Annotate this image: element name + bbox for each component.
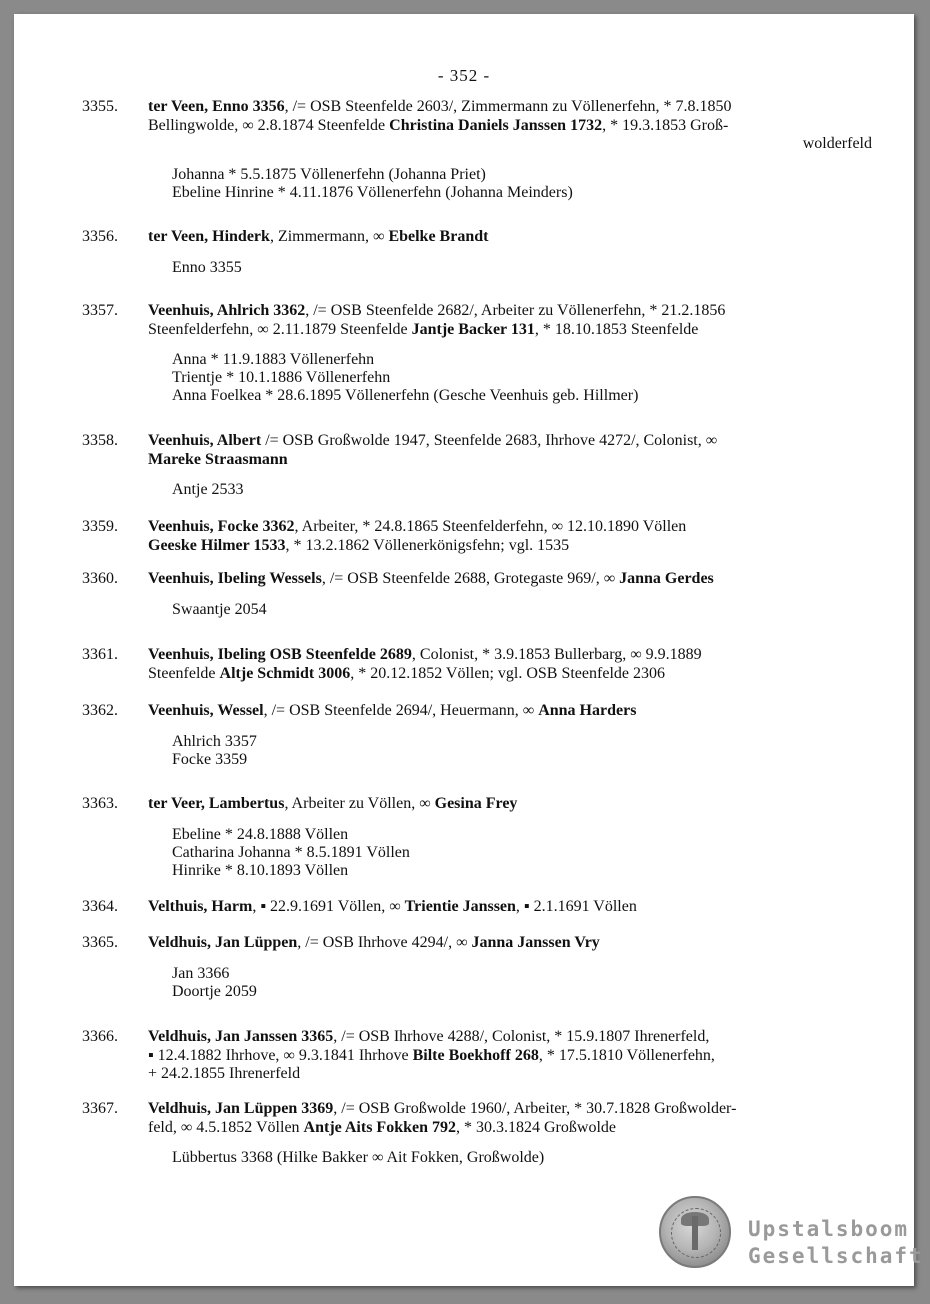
entry-number: 3357. <box>82 302 118 319</box>
brand-line-1: Upstalsboom <box>748 1217 910 1241</box>
entry-line: Steenfelderfehn, ∞ 2.11.1879 Steenfelde Jantje Backer 131, * 18.10.1853 Steenfelde <box>148 320 699 338</box>
child-item: Ebeline Hinrine * 4.11.1876 Völlenerfehn (Johanna Meinders) <box>172 183 573 201</box>
children-list <box>172 259 872 277</box>
entry-line: ter Veen, Enno 3356, /= OSB Steenfelde 2603/, Zimmermann zu Völlenerfehn, * 7.8.1850 <box>148 98 732 115</box>
child-item: Ahlrich 3357 <box>172 732 257 750</box>
entry-text <box>148 1028 872 1084</box>
entry-line: Veenhuis, Albert /= OSB Großwolde 1947, Steenfelde 2683, Ihrhove 4272/, Colonist, ∞ <box>148 432 718 449</box>
entry-text <box>148 518 872 555</box>
entry-number: 3367. <box>82 1100 118 1117</box>
child-item: Antje 2533 <box>172 481 244 498</box>
entry-line: Veenhuis, Ibeling Wessels, /= OSB Steenfelde 2688, Grotegaste 969/, ∞ Janna Gerdes <box>148 570 714 587</box>
entry-line: Veldhuis, Jan Lüppen, /= OSB Ihrhove 4294/, ∞ Janna Janssen Vry <box>148 934 600 951</box>
entry-line: Veldhuis, Jan Janssen 3365, /= OSB Ihrhove 4288/, Colonist, * 15.9.1807 Ihrenerfeld, <box>148 1028 710 1045</box>
entry-line: Geeske Hilmer 1533, * 13.2.1862 Völlenerkönigsfehn; vgl. 1535 <box>148 536 570 554</box>
genealogy-entry <box>82 702 872 769</box>
child-item: Doortje 2059 <box>172 982 257 1000</box>
children-list <box>172 481 872 499</box>
entry-number: 3362. <box>82 702 118 719</box>
entry-text <box>148 302 872 339</box>
document-page <box>14 14 924 1286</box>
child-item: Swaantje 2054 <box>172 600 267 618</box>
entry-text <box>148 898 872 917</box>
entry-text <box>148 432 872 469</box>
genealogy-entry <box>82 1028 872 1084</box>
children-list <box>172 965 872 1001</box>
entry-number: 3364. <box>82 898 118 915</box>
children-list <box>172 1149 872 1167</box>
entry-number: 3359. <box>82 518 118 535</box>
child-item: Enno 3355 <box>172 258 242 276</box>
genealogy-entry <box>82 934 872 1001</box>
child-item: Trientje * 10.1.1886 Völlenerfehn <box>172 369 391 386</box>
brand-line-2: Gesellschaft <box>748 1244 924 1268</box>
entry-text <box>148 646 872 683</box>
genealogy-entry <box>82 302 872 405</box>
entry-text <box>148 795 872 814</box>
entry-line: Mareke Straasmann <box>148 450 288 468</box>
child-item: Focke 3359 <box>172 750 248 768</box>
entry-text <box>148 228 872 247</box>
entry-line: Veenhuis, Focke 3362, Arbeiter, * 24.8.1865 Steenfelderfehn, ∞ 12.10.1890 Völlen <box>148 518 687 535</box>
child-item: Anna Foelkea * 28.6.1895 Völlenerfehn (Gesche Veenhuis geb. Hillmer) <box>172 387 639 404</box>
entry-line: Veenhuis, Ahlrich 3362, /= OSB Steenfelde 2682/, Arbeiter zu Völlenerfehn, * 21.2.1856 <box>148 302 726 319</box>
entry-text <box>148 934 872 953</box>
genealogy-entry <box>82 570 872 619</box>
children-list <box>172 826 872 880</box>
entry-line: ter Veer, Lambertus, Arbeiter zu Völlen, ∞ Gesina Frey <box>148 795 518 812</box>
publisher-brand <box>748 1216 924 1270</box>
entry-line: Veenhuis, Ibeling OSB Steenfelde 2689, Colonist, * 3.9.1853 Bullerbarg, ∞ 9.9.1889 <box>148 646 702 663</box>
entry-text <box>148 570 872 589</box>
genealogy-entry <box>82 98 872 202</box>
seal-logo-icon <box>659 1196 731 1268</box>
entry-number: 3360. <box>82 570 118 587</box>
child-item: Jan 3366 <box>172 964 230 982</box>
children-list <box>172 733 872 769</box>
genealogy-entry <box>82 518 872 555</box>
entry-number: 3363. <box>82 795 118 812</box>
child-item: Hinrike * 8.10.1893 Völlen <box>172 861 349 879</box>
child-item: Anna * 11.9.1883 Völlenerfehn <box>172 351 375 368</box>
entry-number: 3361. <box>82 646 118 663</box>
entry-line: ter Veen, Hinderk, Zimmermann, ∞ Ebelke Brandt <box>148 228 489 245</box>
entry-number: 3356. <box>82 228 118 245</box>
genealogy-entry <box>82 432 872 499</box>
entry-line: Steenfelde Altje Schmidt 3006, * 20.12.1852 Völlen; vgl. OSB Steenfelde 2306 <box>148 664 665 682</box>
entry-line: Veldhuis, Jan Lüppen 3369, /= OSB Großwolde 1960/, Arbeiter, * 30.7.1828 Großwolder- <box>148 1100 737 1117</box>
entry-number: 3366. <box>82 1028 118 1045</box>
children-list <box>172 601 872 619</box>
page-number: - 352 - <box>437 66 491 85</box>
child-item: Catharina Johanna * 8.5.1891 Völlen <box>172 843 410 861</box>
genealogy-entry <box>82 646 872 683</box>
entry-line: + 24.2.1855 Ihrenerfeld <box>148 1065 301 1082</box>
entry-line: Veenhuis, Wessel, /= OSB Steenfelde 2694/, Heuermann, ∞ Anna Harders <box>148 702 637 719</box>
entry-line: Velthuis, Harm, ▪ 22.9.1691 Völlen, ∞ Trientie Janssen, ▪ 2.1.1691 Völlen <box>148 898 637 915</box>
genealogy-entry <box>82 795 872 880</box>
entry-text <box>148 702 872 721</box>
entry-line: Bellingwolde, ∞ 2.8.1874 Steenfelde Christina Daniels Janssen 1732, * 19.3.1853 Groß- <box>148 116 729 134</box>
entry-text <box>148 98 872 154</box>
entry-text <box>148 1100 872 1137</box>
children-list <box>172 166 872 202</box>
entry-number: 3355. <box>82 98 118 115</box>
genealogy-entry <box>82 1100 872 1167</box>
entry-number: 3358. <box>82 432 118 449</box>
child-item: Ebeline * 24.8.1888 Völlen <box>172 825 349 843</box>
child-item: Lübbertus 3368 (Hilke Bakker ∞ Ait Fokken, Großwolde) <box>172 1149 545 1166</box>
entry-number: 3365. <box>82 934 118 951</box>
entry-line: feld, ∞ 4.5.1852 Völlen Antje Aits Fokken 792, * 30.3.1824 Großwolde <box>148 1118 616 1136</box>
genealogy-entry <box>82 228 872 277</box>
children-list <box>172 351 872 405</box>
entry-line: wolderfeld <box>802 135 872 152</box>
child-item: Johanna * 5.5.1875 Völlenerfehn (Johanna Priet) <box>172 165 486 183</box>
genealogy-entry <box>82 898 872 917</box>
entry-line: ▪ 12.4.1882 Ihrhove, ∞ 9.3.1841 Ihrhove Bilte Boekhoff 268, * 17.5.1810 Völlenerfehn, <box>148 1046 715 1064</box>
